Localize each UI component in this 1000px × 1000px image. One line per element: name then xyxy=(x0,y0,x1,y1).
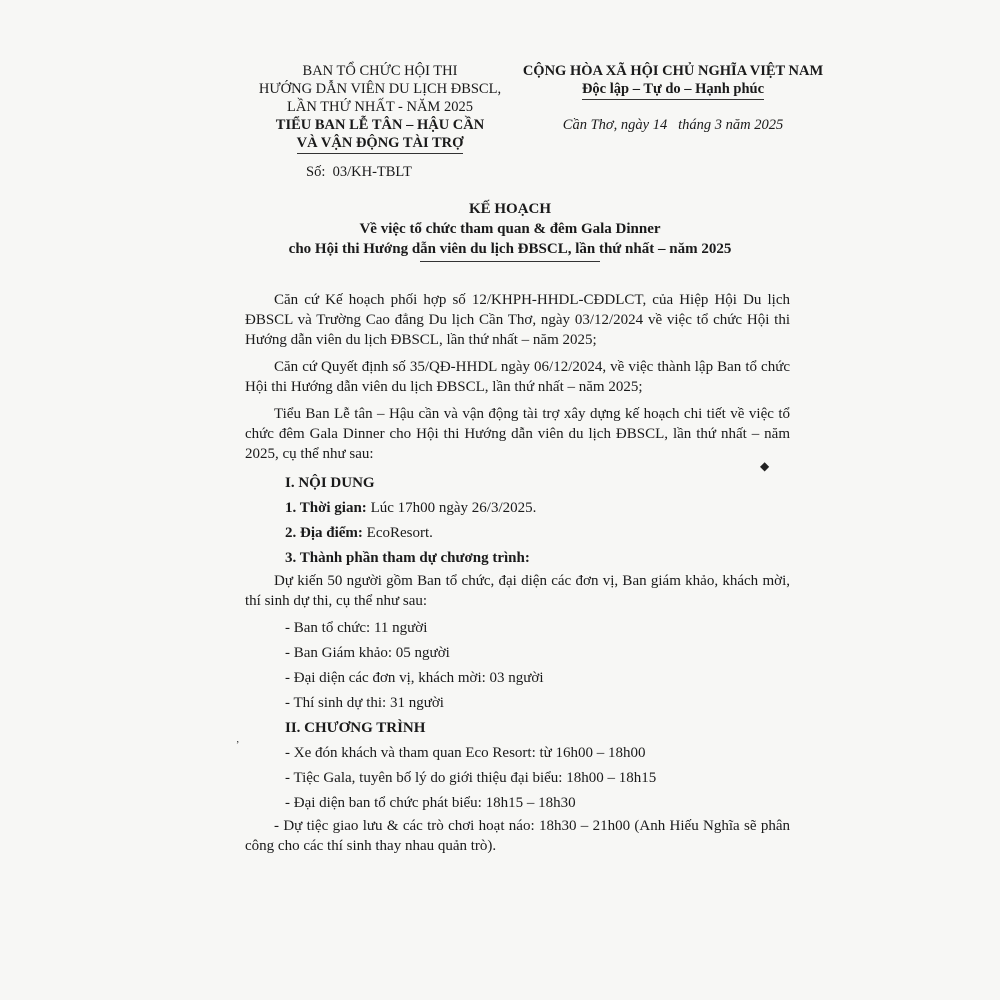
section-heading-program: II. CHƯƠNG TRÌNH xyxy=(285,720,426,736)
org-line-1: BAN TỔ CHỨC HỘI THI xyxy=(302,63,458,79)
time-label: 1. Thời gian: xyxy=(285,500,367,516)
ink-speck: ◆ xyxy=(760,459,770,473)
list-item: - Đại diện ban tổ chức phát biểu: 18h15 – 18h30 xyxy=(285,795,576,811)
org-line-4: TIỂU BAN LỄ TÂN – HẬU CẦN xyxy=(275,117,485,133)
national-motto: Độc lập – Tự do – Hạnh phúc xyxy=(582,80,764,100)
document-number: Số: 03/KH-TBLT xyxy=(306,164,412,180)
issue-date: Cần Thơ, ngày 14 tháng 3 năm 2025 xyxy=(562,117,784,133)
title-line-1: KẾ HOẠCH xyxy=(468,201,552,217)
time-value: Lúc 17h00 ngày 26/3/2025. xyxy=(366,500,537,516)
issuing-organization xyxy=(225,62,535,154)
list-item: - Ban tổ chức: 11 người xyxy=(285,620,428,636)
title-line-2: Về việc tổ chức tham quan & đêm Gala Dinner xyxy=(359,221,661,237)
ink-speck: ʼ xyxy=(236,740,240,751)
list-item: - Ban Giám khảo: 05 người xyxy=(285,645,450,661)
org-line-3: LẦN THỨ NHẤT - NĂM 2025 xyxy=(287,99,473,115)
item-time xyxy=(245,496,790,521)
list-item-last: - Dự tiệc giao lưu & các trò chơi hoạt náo: 18h30 – 21h00 (Anh Hiếu Nghĩa sẽ phân công cho các thí sinh thay nhau quản trò). xyxy=(245,818,790,854)
item-place xyxy=(245,521,790,546)
place-value: EcoResort. xyxy=(362,525,433,541)
country-name: CỘNG HÒA XÃ HỘI CHỦ NGHĨA VIỆT NAM xyxy=(522,63,824,79)
list-item: - Xe đón khách và tham quan Eco Resort: từ 16h00 – 18h00 xyxy=(285,745,646,761)
list-item: - Đại diện các đơn vị, khách mời: 03 người xyxy=(285,670,544,686)
participants-description: Dự kiến 50 người gồm Ban tổ chức, đại diện các đơn vị, Ban giám khảo, khách mời, thí sinh dự thi, cụ thể như sau: xyxy=(245,573,790,609)
title-line-3: cho Hội thi Hướng dẫn viên du lịch ĐBSCL, lần thứ nhất – năm 2025 xyxy=(288,241,732,257)
title-underline xyxy=(420,261,600,262)
section-heading-content: I. NỘI DUNG xyxy=(285,475,375,491)
org-line-5: VÀ VẬN ĐỘNG TÀI TRỢ xyxy=(297,134,464,154)
paragraph-intro: Tiểu Ban Lễ tân – Hậu cần và vận động tài trợ xây dựng kế hoạch chi tiết về việc tổ chức đêm Gala Dinner cho Hội thi Hướng dẫn viên du lịch ĐBSCL, lần thứ nhất – năm 2025, cụ thể như sau: xyxy=(245,406,790,462)
paragraph-basis-1: Căn cứ Kế hoạch phối hợp số 12/KHPH-HHDL-CĐDLCT, của Hiệp Hội Du lịch ĐBSCL và Trường Cao đẳng Du lịch Cần Thơ, ngày 03/12/2024 về việc tổ chức Hội thi Hướng dẫn viên du lịch ĐBSCL, lần thứ nhất – năm 2025; xyxy=(245,292,790,348)
paragraph-basis-2: Căn cứ Quyết định số 35/QĐ-HHDL ngày 06/12/2024, về việc thành lập Ban tổ chức Hội thi Hướng dẫn viên du lịch ĐBSCL, lần thứ nhất – năm 2025; xyxy=(245,359,790,395)
list-item: - Tiệc Gala, tuyên bố lý do giới thiệu đại biểu: 18h00 – 18h15 xyxy=(285,770,657,786)
document-body xyxy=(245,290,790,863)
national-header xyxy=(518,62,828,100)
document-title xyxy=(200,199,820,262)
list-item: - Thí sinh dự thi: 31 người xyxy=(285,695,444,711)
participants-heading: 3. Thành phần tham dự chương trình: xyxy=(285,550,530,566)
place-label: 2. Địa điểm: xyxy=(285,525,363,541)
org-line-2: HƯỚNG DẪN VIÊN DU LỊCH ĐBSCL, xyxy=(258,81,502,97)
